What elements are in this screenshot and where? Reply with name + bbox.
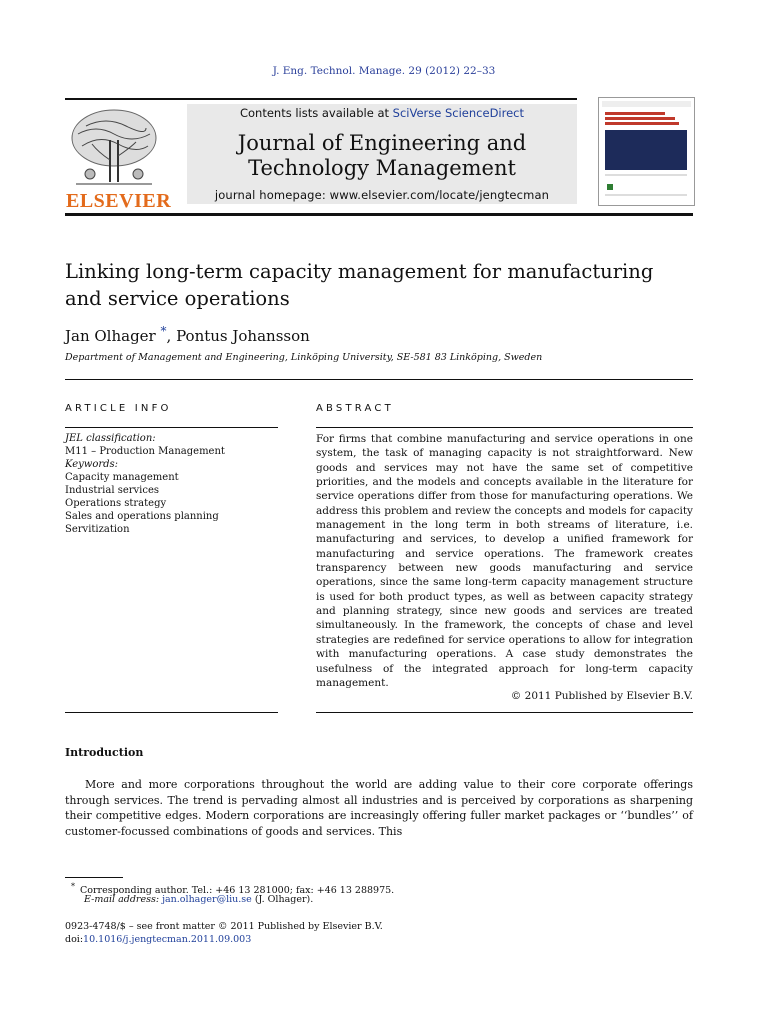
introduction-paragraph: More and more corporations throughout the world are adding value to their core corporate offerings through services. The trend is pervading almost all industries and is perceived by corporations as sharpening their competitive edges. Modern corporations are increasingly offering fuller market packages or ‘‘bundles’’ of customer-focussed combinations of goods and services. This bbox=[65, 778, 693, 838]
affiliation: Department of Management and Engineering, Linköping University, SE-581 83 Linköping, Sweden bbox=[65, 352, 543, 363]
article-info-block bbox=[65, 432, 278, 536]
article-info-bottom-rule bbox=[65, 712, 278, 713]
keyword-item: Sales and operations planning bbox=[65, 511, 219, 522]
article-title bbox=[65, 258, 705, 312]
email-label: E-mail address: bbox=[84, 894, 163, 905]
footnote-marker: * bbox=[71, 882, 75, 891]
journal-cover-icon bbox=[599, 98, 694, 205]
keyword-item: Capacity management bbox=[65, 472, 179, 483]
keyword-item: Industrial services bbox=[65, 485, 160, 496]
doi-link[interactable]: 10.1016/j.jengtecman.2011.09.003 bbox=[83, 934, 252, 945]
jel-value: M11 – Production Management bbox=[65, 446, 225, 457]
article-title-line2: and service operations bbox=[65, 287, 290, 310]
author-separator: , bbox=[166, 327, 177, 345]
title-separator-rule bbox=[65, 379, 693, 380]
journal-title-line1: Journal of Engineering and bbox=[237, 131, 527, 155]
journal-title-line2: Technology Management bbox=[248, 156, 516, 180]
abstract-text: For firms that combine manufacturing and service operations in one system, the task of managing capacity is not straightforward. New goods and services may not have the same set of competitive priorities, and the models and concepts available in the literature for service operations differ from those for manufacturing operations. We address this problem and review the concepts and models for capacity management in the long term in both streams of literature, i.e. manufacturing and services, to develop a unified framework for manufacturing and service operations. The framework creates transparency between new goods manufacturing and service operations, since the same long-term capacity management structure is used for both product types, as well as between capacity strategy and planning strategy, since new goods and services are treated simultaneously. In the framework, the concepts of chase and level strategies are redefined for service operations to allow for integration with manufacturing operations. A case study demonstrates the usefulness of the integrated approach for long-term capacity management. bbox=[316, 433, 693, 689]
elsevier-logo bbox=[66, 104, 172, 212]
article-info-rule bbox=[65, 427, 278, 428]
introduction-heading: Introduction bbox=[65, 746, 144, 759]
header-bottom-rule bbox=[65, 213, 693, 216]
corresponding-author-note: Corresponding author. Tel.: +46 13 281000; fax: +46 13 288975. bbox=[80, 885, 395, 897]
journal-homepage[interactable]: journal homepage: www.elsevier.com/locate/jengtecman bbox=[214, 188, 550, 202]
journal-cover-thumbnail bbox=[598, 97, 695, 206]
footnote-rule bbox=[65, 877, 123, 878]
keyword-item: Servitization bbox=[65, 524, 130, 535]
elsevier-wordmark: ELSEVIER bbox=[66, 190, 172, 212]
contents-availability bbox=[187, 106, 577, 120]
contents-prefix: Contents lists available at bbox=[239, 106, 393, 120]
journal-banner bbox=[187, 104, 577, 204]
keywords-label: Keywords: bbox=[65, 459, 119, 470]
elsevier-tree-icon bbox=[66, 104, 162, 190]
author-johansson[interactable]: Pontus Johansson bbox=[176, 327, 310, 345]
journal-title bbox=[187, 131, 577, 181]
journal-citation[interactable]: J. Eng. Technol. Manage. 29 (2012) 22–33 bbox=[272, 65, 496, 77]
abstract-rule bbox=[316, 427, 693, 428]
header-top-rule bbox=[65, 98, 577, 100]
author-olhager[interactable]: Jan Olhager bbox=[65, 327, 156, 345]
jel-label: JEL classification: bbox=[65, 433, 156, 444]
issn-line: 0923-4748/$ – see front matter © 2011 Published by Elsevier B.V. bbox=[65, 921, 383, 932]
author-list bbox=[65, 324, 310, 345]
email-link[interactable]: jan.olhager@liu.se bbox=[162, 894, 252, 905]
article-title-line1: Linking long-term capacity management for manufacturing bbox=[65, 260, 654, 283]
abstract-heading: ABSTRACT bbox=[316, 403, 394, 414]
footnote-email bbox=[84, 893, 313, 906]
doi-prefix: doi: bbox=[65, 934, 84, 945]
doi-line bbox=[65, 933, 383, 946]
keyword-item: Operations strategy bbox=[65, 498, 167, 509]
sciencedirect-link[interactable]: SciVerse ScienceDirect bbox=[392, 106, 525, 120]
abstract-bottom-rule bbox=[316, 712, 693, 713]
abstract-copyright: © 2011 Published by Elsevier B.V. bbox=[510, 690, 693, 702]
publication-info bbox=[65, 920, 383, 946]
email-suffix: (J. Olhager). bbox=[251, 894, 314, 905]
corresponding-author-marker[interactable]: * bbox=[160, 324, 167, 338]
article-info-heading: ARTICLE INFO bbox=[65, 403, 172, 414]
